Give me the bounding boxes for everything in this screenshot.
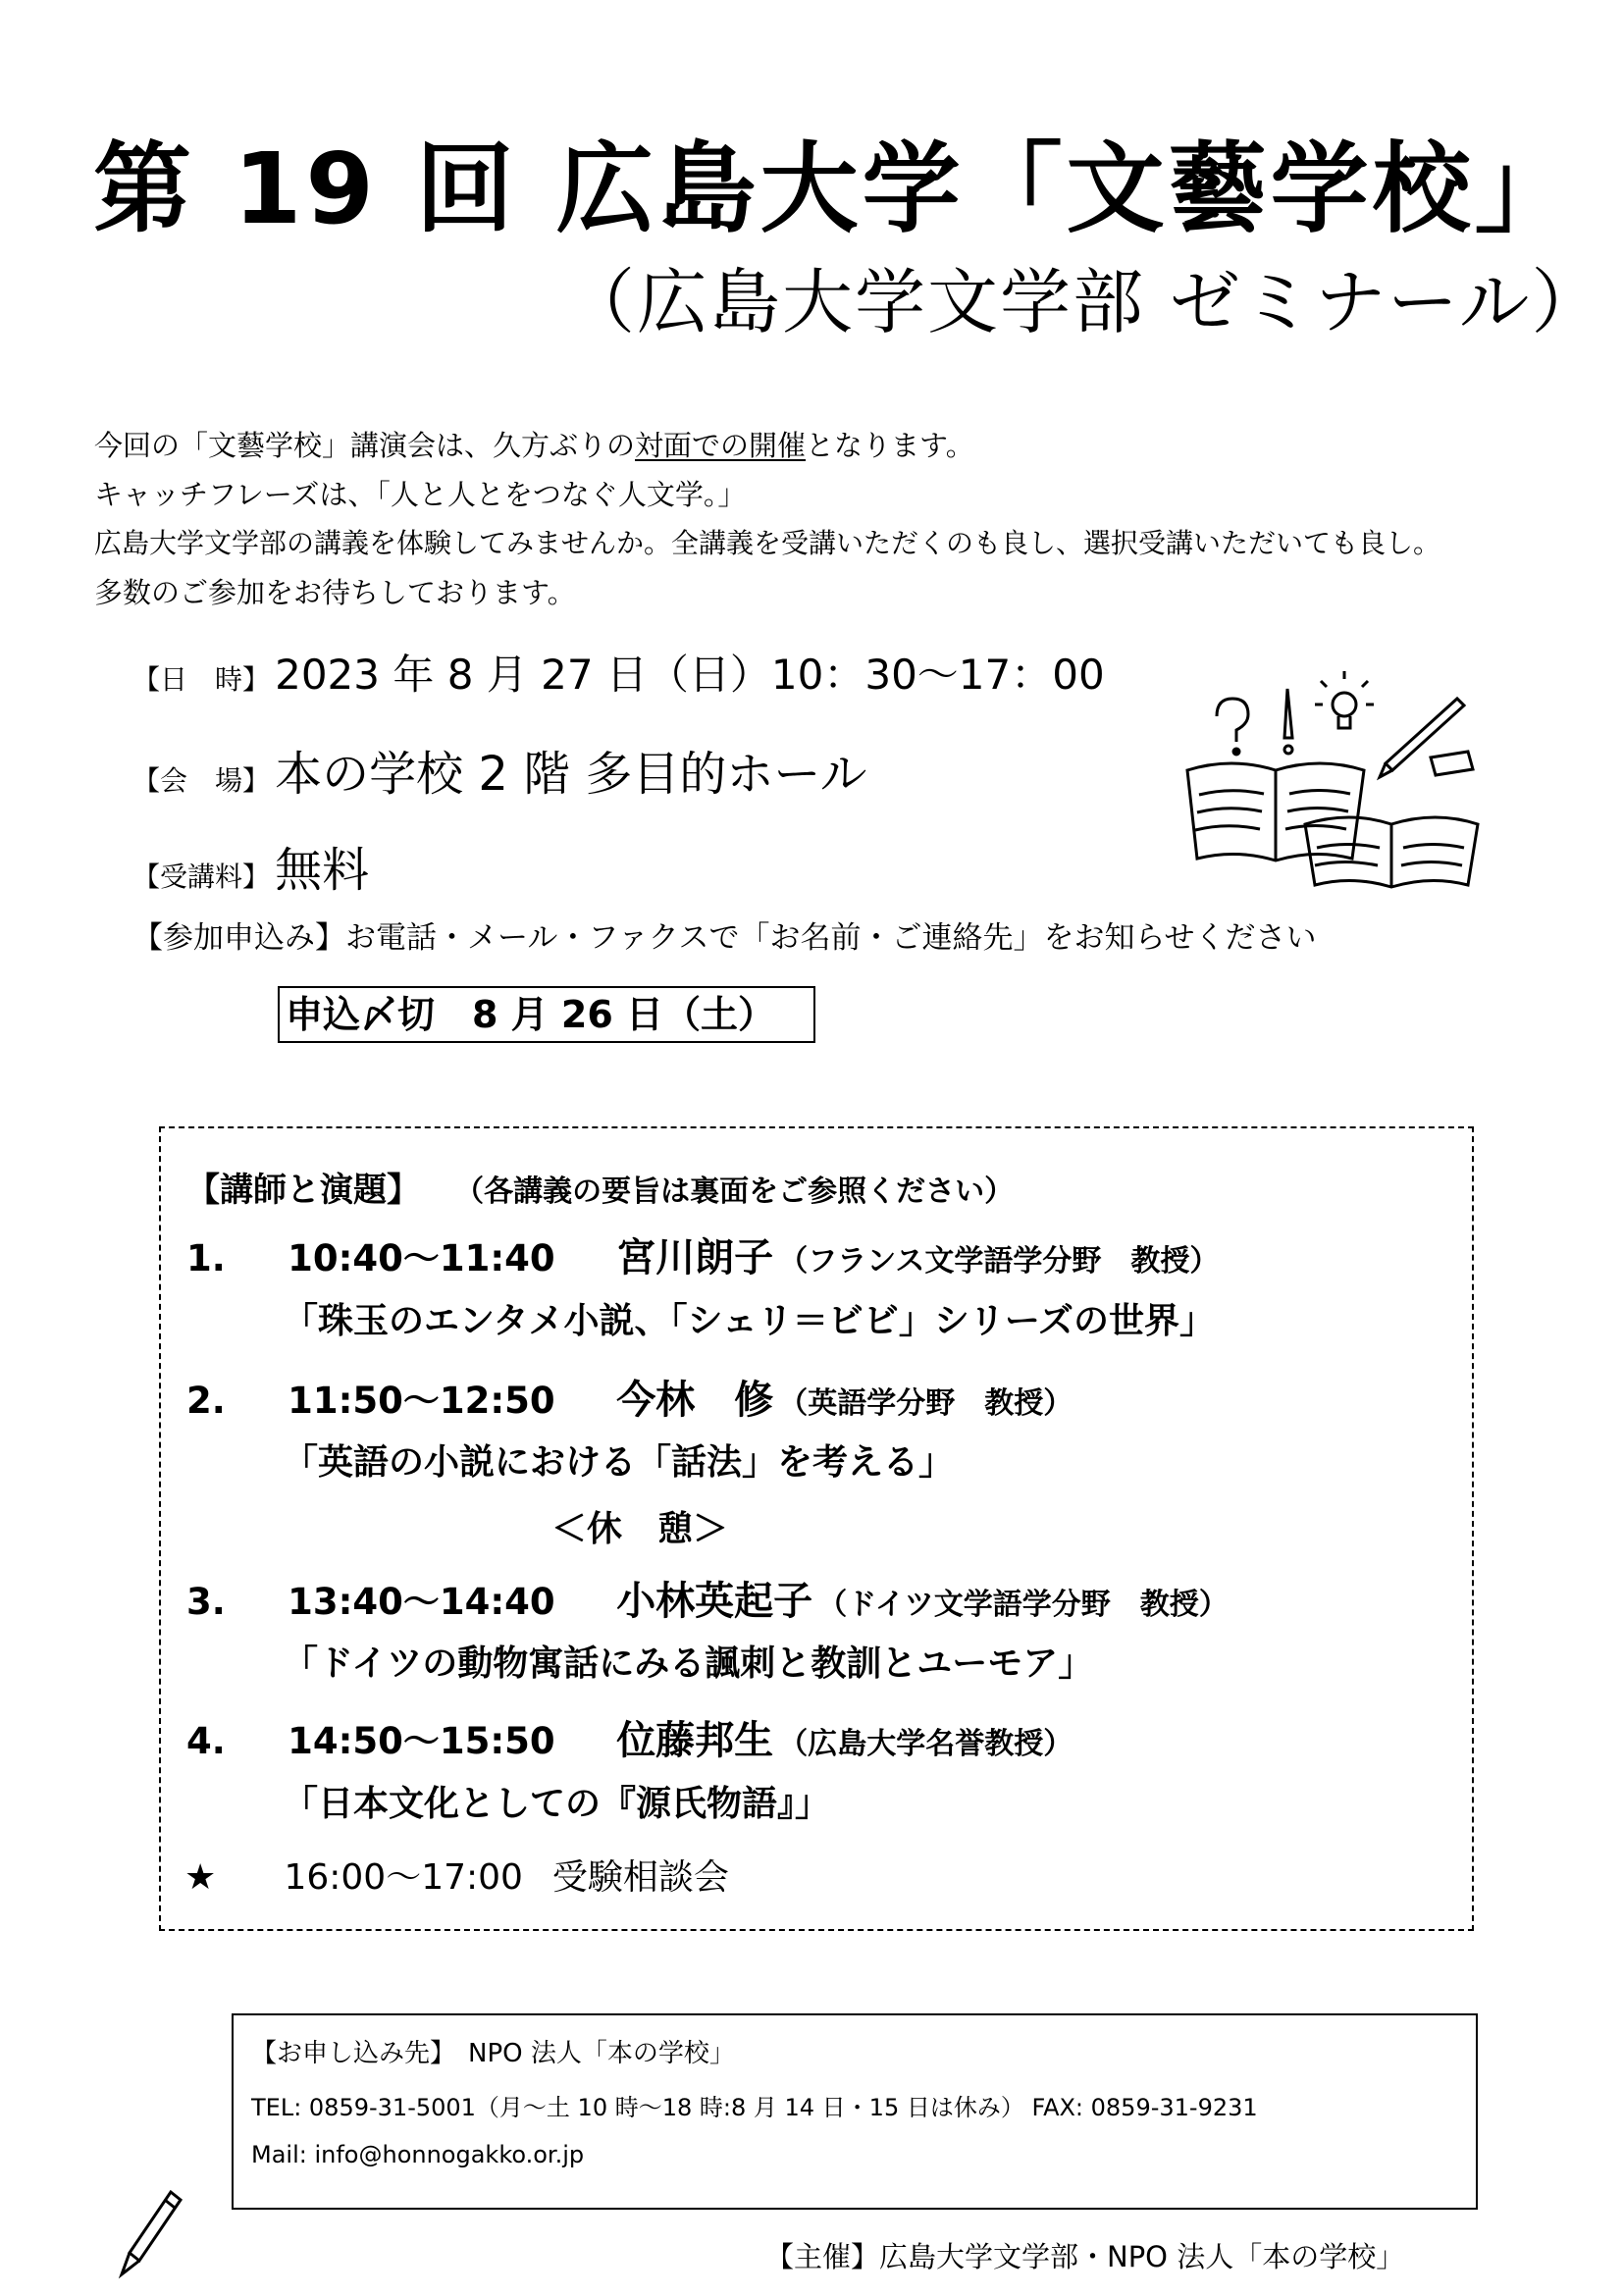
lecture-affiliation: （広島大学名誉教授） [778,1727,1073,1761]
lecture-topic: 「珠玉のエンタメ小説、「シェリ＝ビビ」シリーズの世界」 [283,1301,1216,1341]
program-heading: 【講師と演題】 [186,1171,420,1210]
date-label: 【日 時】 [132,663,271,696]
organizer: 【主催】広島大学文学部・NPO 法人「本の学校」 [765,2240,1405,2273]
lecture-speaker: 宮川朗子 [616,1235,774,1280]
lecture-affiliation: （ドイツ文学語学分野 教授） [817,1588,1229,1622]
venue-value: 本の学校 2 階 多目的ホール [275,747,867,802]
page-title: 第 19 回 広島大学「文藝学校」 [93,131,1577,246]
lecture-time: 14:50～15:50 [288,1720,555,1762]
question-mark-icon [1217,699,1248,755]
fee-value: 無料 [275,843,370,898]
intro-line-2: キャッチフレーズは、「人と人とをつなぐ人文学。」 [94,478,747,511]
lecture-affiliation: （英語学分野 教授） [778,1386,1073,1421]
venue-label: 【会 場】 [132,764,271,797]
lecture-time: 10:40～11:40 [288,1237,555,1279]
exclamation-icon [1284,689,1292,754]
pencil-icon [1380,699,1464,777]
intro-line-1: 今回の「文藝学校」講演会は、久方ぶりの対面での開催となります。 [94,429,974,462]
deadline-box: 申込〆切 8 月 26 日（土） [278,986,815,1043]
in-person-emphasis: 対面での開催 [635,429,807,462]
fee-row [132,832,369,900]
lecture-speaker: 位藤邦生 [616,1718,774,1763]
lecture-row [186,1369,1073,1425]
lecture-number: 3. [186,1581,226,1623]
consultation-row [184,1850,729,1900]
application-instructions: 【参加申込み】お電話・メール・ファクスで「お名前・ご連絡先」をお知らせください [132,920,1317,956]
lecture-number: 1. [186,1237,226,1279]
venue-row [132,736,866,804]
consultation-time: 16:00～17:00 [284,1857,523,1898]
pen-icon [110,2186,188,2284]
date-row [132,643,1105,702]
study-illustration [1168,648,1492,893]
contact-email: Mail: info@honnogakko.or.jp [251,2141,585,2168]
contact-phone-fax: TEL: 0859-31-5001（月～土 10 時～18 時:8 月 14 日・15 日は休み） FAX: 0859-31-9231 [251,2094,1258,2121]
lecture-row [186,1709,1073,1765]
break-label: ＜休 憩＞ [551,1509,729,1549]
intro-line-3: 広島大学文学部の講義を体験してみませんか。全講義を受講いただくのも良し、選択受講いただいても良し。 [94,527,1441,559]
lecture-row [186,1570,1229,1626]
fee-label: 【受講料】 [132,861,271,893]
intro-line-4: 多数のご参加をお待ちしております。 [94,576,576,609]
lecture-topic: 「ドイツの動物寓話にみる諷刺と教訓とユーモア」 [283,1644,1094,1684]
lecture-number: 2. [186,1380,226,1422]
lecture-time: 11:50～12:50 [288,1380,555,1422]
eraser-icon [1431,752,1473,775]
lecture-affiliation: （フランス文学語学分野 教授） [778,1244,1220,1278]
contact-organization: 【お申し込み先】 NPO 法人「本の学校」 [251,2039,735,2068]
lecture-speaker: 小林英起子 [616,1579,813,1624]
lecture-topic: 「英語の小説における「話法」を考える」 [283,1442,955,1483]
lecture-topic: 「日本文化としての『源氏物語』」 [283,1784,831,1824]
program-heading-note: （各講義の要旨は裏面をご参照ください） [454,1174,1015,1209]
program-heading-row [186,1163,1014,1211]
lecture-time: 13:40～14:40 [288,1581,555,1623]
star-icon: ★ [184,1857,217,1898]
light-bulb-icon [1315,671,1374,728]
date-value: 2023 年 8 月 27 日（日）10：30～17：00 [275,651,1105,699]
consultation-label: 受験相談会 [551,1857,729,1898]
lecture-row [186,1226,1219,1282]
lecture-number: 4. [186,1720,226,1762]
lecture-speaker: 今林 修 [616,1378,774,1423]
page-subtitle: （広島大学文学部 ゼミナール） [564,261,1604,343]
